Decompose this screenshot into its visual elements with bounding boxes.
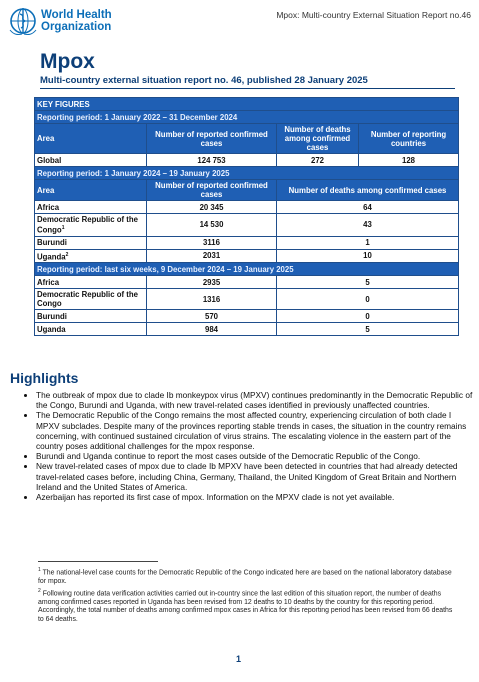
footnote-divider	[38, 561, 158, 562]
table-row: Africa 20 345 64	[35, 201, 459, 214]
table-row: Uganda 984 5	[35, 323, 459, 336]
page-number: 1	[236, 654, 242, 664]
table-row: Burundi 3116 1	[35, 236, 459, 249]
column-header: Area	[35, 124, 147, 154]
highlights-list	[22, 390, 476, 502]
list-item: • Burundi and Uganda continue to report the most cases outside of the Democratic Republic of the Congo.	[36, 451, 476, 461]
column-header: Number of deaths among confirmed cases	[277, 180, 459, 201]
period-label: Reporting period: 1 January 2024 – 19 January 2025	[35, 167, 459, 180]
table-row: Uganda$^2$ 2031 10	[35, 249, 459, 263]
column-header: Number of reporting countries	[359, 124, 459, 154]
period-label: Reporting period: 1 January 2022 – 31 December 2024	[35, 111, 459, 124]
table-row: Democratic Republic of the Congo 1316 0	[35, 289, 459, 310]
key-figures-heading: KEY FIGURES	[35, 98, 459, 111]
column-header: Number of reported confirmed cases	[147, 180, 277, 201]
list-item: • The Democratic Republic of the Congo remains the most affected country, experiencing circulation of both clade I MPXV subclades. Despite many of the provinces reporting stable trends in cases, the situation in the country remains concerning, with continued sustained circulation of virus strains. The escalating violence in the eastern part of the country poses additional challenges for the mpox response.	[36, 410, 476, 451]
key-figures-table	[34, 97, 459, 336]
who-emblem-icon	[8, 6, 38, 36]
page-title: Mpox	[40, 50, 95, 73]
highlights-heading: Highlights	[10, 370, 79, 386]
table-row: Global 124 753 272 128	[35, 154, 459, 167]
list-item: • The outbreak of mpox due to clade Ib monkeypox virus (MPXV) continues predominantly in the Democratic Republic of the Congo, Burundi and Uganda, with new travel-related cases identified in previously unaffected countries.	[36, 390, 476, 410]
column-header: Number of deaths among confirmed cases	[277, 124, 359, 154]
table-row: Democratic Republic of the Congo$^1$ 14 530 43	[35, 214, 459, 237]
page-subtitle: Multi-country external situation report no. 46, published 28 January 2025	[40, 75, 368, 86]
page-header	[8, 6, 471, 40]
column-header: Area	[35, 180, 147, 201]
period-label: Reporting period: last six weeks, 9 December 2024 – 19 January 2025	[35, 263, 459, 276]
report-reference: Mpox: Multi-country External Situation Report no.46	[276, 10, 471, 20]
table-row: Burundi 570 0	[35, 310, 459, 323]
column-header: Number of reported confirmed cases	[147, 124, 277, 154]
title-divider	[40, 88, 455, 89]
list-item: • Azerbaijan has reported its first case of mpox. Information on the MPXV clade is not yet available.	[36, 492, 476, 502]
list-item: • New travel-related cases of mpox due to clade Ib MPXV have been detected in countries that had already detected travel-related cases before, including China, Germany, Thailand, the United Kingdom of Great Britain and Northern Ireland and the United States of America.	[36, 461, 476, 492]
who-logo	[8, 6, 112, 36]
footnote: $^1$ The national-level case counts for the Democratic Republic of the Congo indicated here are based on the national laboratory database for mpox.	[38, 567, 452, 585]
table-row: Africa 2935 5	[35, 276, 459, 289]
footnote: $^2$ Following routine data verification activities carried out in-country since the last edition of this situation report, the number of deaths among confirmed cases reported in Uganda has been revised from 12 deaths to 10 deaths by the country for this reporting period. Accordingly, the total number of deaths among confirmed mpox cases in Africa for this reporting period has been revised from 66 deaths to 64 deaths.	[38, 588, 453, 624]
org-name: World Health Organization	[41, 9, 112, 33]
